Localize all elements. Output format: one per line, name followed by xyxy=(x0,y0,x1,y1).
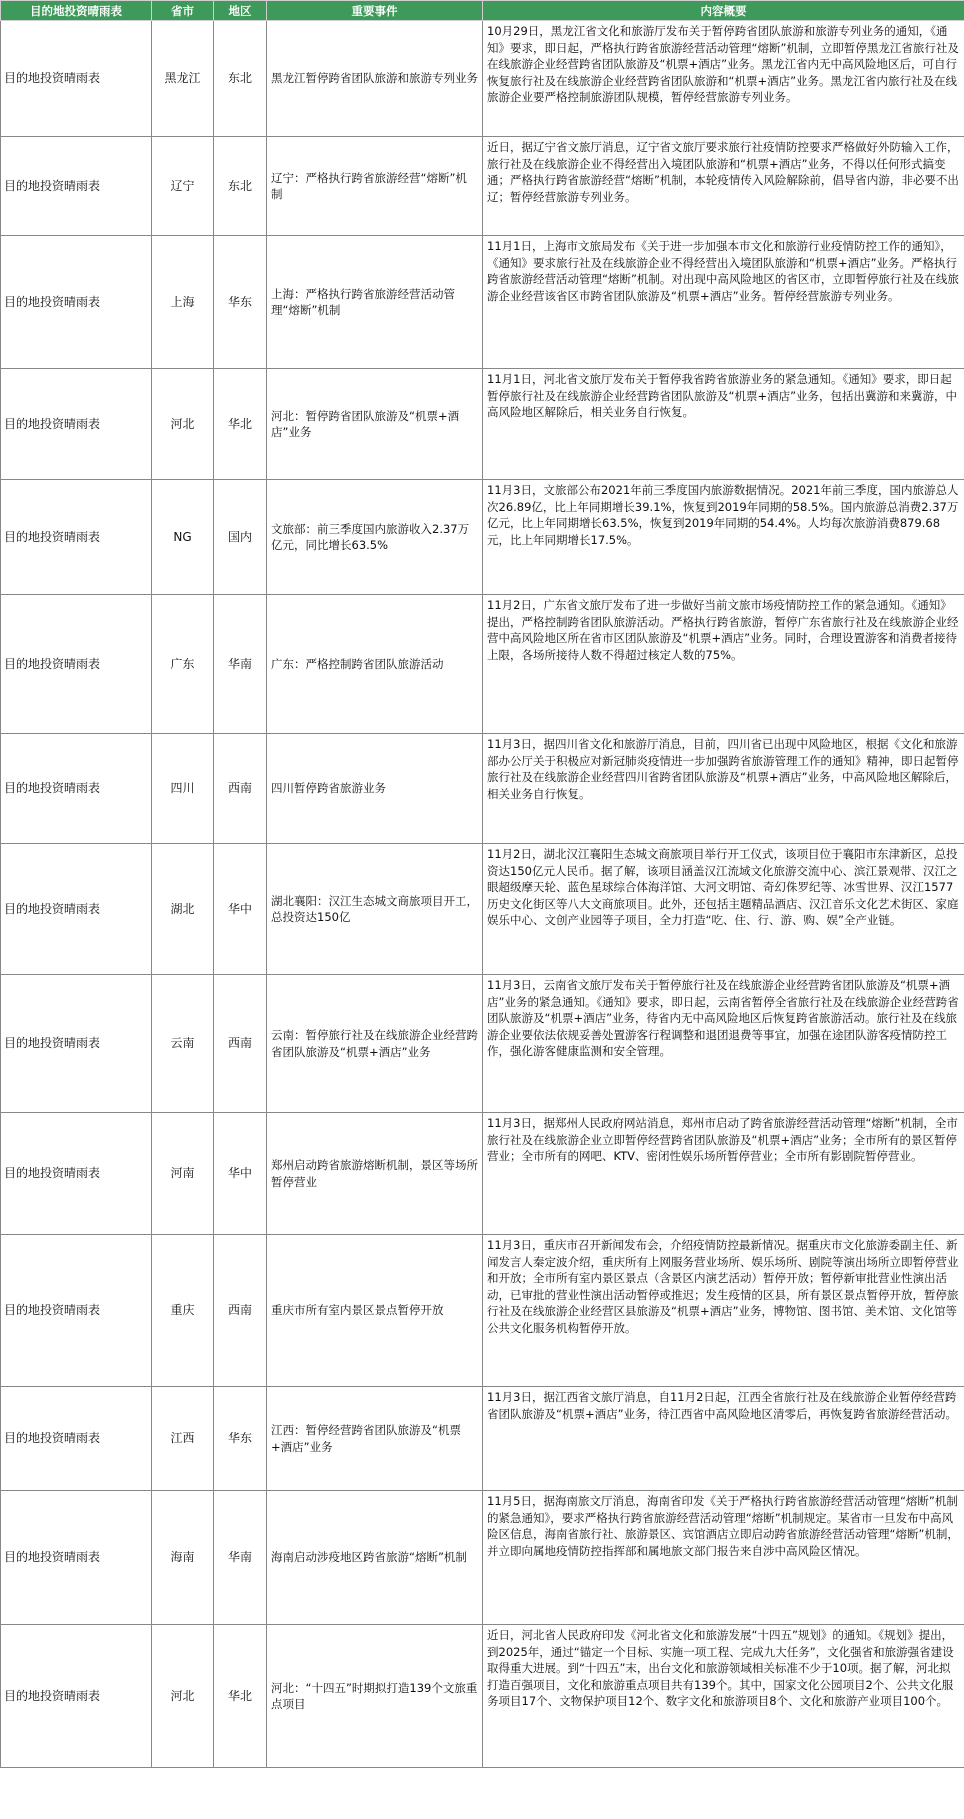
summary-cell: 11月3日，据江西省文旅厅消息，自11月2日起，江西全省旅行社及在线旅游企业暂停经营跨省团队旅游及“机票+酒店”业务，待江西省中高风险地区清零后，再恢复跨省旅游经营活动。 xyxy=(483,1387,964,1491)
table-row xyxy=(1,1387,964,1491)
table-row xyxy=(1,137,964,236)
region-cell: 华南 xyxy=(214,595,267,734)
column-header-province: 省市 xyxy=(152,1,214,21)
category-cell: 目的地投资晴雨表 xyxy=(1,369,152,480)
event-cell: 重庆市所有室内景区景点暂停开放 xyxy=(267,1235,483,1387)
event-cell: 上海：严格执行跨省旅游经营活动管理“熔断”机制 xyxy=(267,236,483,369)
event-cell: 黑龙江暂停跨省团队旅游和旅游专列业务 xyxy=(267,21,483,137)
summary-cell: 11月3日，云南省文旅厅发布关于暂停旅行社及在线旅游企业经营跨省团队旅游及“机票+酒店”业务的紧急通知。《通知》要求，即日起，云南省暂停全省旅行社及在线旅游企业经营跨省团队旅游及“机票+酒店”业务，待省内无中高风险地区后恢复跨省旅游活动。旅行社及在线旅游企业要依法依规妥善处置游客行程调整和退团退费等事宜，加强在途团队游客疫情防控工作，强化游客健康监测和安全管理。 xyxy=(483,975,964,1113)
region-cell: 华南 xyxy=(214,1491,267,1625)
province-cell: 广东 xyxy=(152,595,214,734)
summary-cell: 11月2日，湖北汉江襄阳生态城文商旅项目举行开工仪式，该项目位于襄阳市东津新区，总投资达150亿元人民币。据了解，该项目涵盖汉江流域文化旅游交流中心、滨江景观带、汉江之眼超级摩天轮、蓝色星球综合体海洋馆、大河文明馆、奇幻侏罗纪等、冰雪世界、汉江1577历史文化街区等八大文商旅项目。此外，还包括主题精品酒店、汉江音乐文化艺术街区、家庭娱乐中心、文创产业园等子项目，全力打造“吃、住、行、游、购、娱”全产业链。 xyxy=(483,844,964,975)
column-header-category: 目的地投资晴雨表 xyxy=(1,1,152,21)
category-cell: 目的地投资晴雨表 xyxy=(1,1387,152,1491)
province-cell: 上海 xyxy=(152,236,214,369)
table-row xyxy=(1,1235,964,1387)
province-cell: 云南 xyxy=(152,975,214,1113)
event-cell: 云南：暂停旅行社及在线旅游企业经营跨省团队旅游及“机票+酒店”业务 xyxy=(267,975,483,1113)
event-cell: 湖北襄阳：汉江生态城文商旅项目开工，总投资达150亿 xyxy=(267,844,483,975)
province-cell: 江西 xyxy=(152,1387,214,1491)
category-cell: 目的地投资晴雨表 xyxy=(1,595,152,734)
table-row xyxy=(1,21,964,137)
event-cell: 广东：严格控制跨省团队旅游活动 xyxy=(267,595,483,734)
region-cell: 华北 xyxy=(214,369,267,480)
region-cell: 国内 xyxy=(214,480,267,595)
summary-cell: 11月1日，上海市文旅局发布《关于进一步加强本市文化和旅游行业疫情防控工作的通知》，《通知》要求旅行社及在线旅游企业不得经营出入境团队旅游和“机票+酒店”业务。严格执行跨省旅游经营活动管理“熔断”机制。对出现中高风险地区的省区市，立即暂停旅行社及在线旅游企业经营该省区市跨省团队旅游及“机票+酒店”业务。暂停经营旅游专列业务。 xyxy=(483,236,964,369)
table-row xyxy=(1,480,964,595)
table-row xyxy=(1,369,964,480)
category-cell: 目的地投资晴雨表 xyxy=(1,236,152,369)
category-cell: 目的地投资晴雨表 xyxy=(1,975,152,1113)
category-cell: 目的地投资晴雨表 xyxy=(1,1491,152,1625)
table-row xyxy=(1,844,964,975)
summary-cell: 11月3日，文旅部公布2021年前三季度国内旅游数据情况。2021年前三季度，国内旅游总人次26.89亿，比上年同期增长39.1%，恢复到2019年同期的58.5%。国内旅游总消费2.37万亿元，比上年同期增长63.5%，恢复到2019年同期的54.4%。人均每次旅游消费879.68元，比上年同期增长17.5%。 xyxy=(483,480,964,595)
region-cell: 华中 xyxy=(214,1113,267,1235)
header-row xyxy=(1,1,964,21)
table-row xyxy=(1,734,964,844)
summary-cell: 11月3日，重庆市召开新闻发布会，介绍疫情防控最新情况。据重庆市文化旅游委副主任、新闻发言人秦定波介绍，重庆所有上网服务营业场所、娱乐场所、剧院等演出场所立即暂停营业和开放；全市所有室内景区景点（含景区内演艺活动）暂停开放；暂停新审批营业性演出活动，已审批的营业性演出活动暂停或推迟；发生疫情的区县，所有景区景点暂停开放，暂停旅行社及在线旅游企业经营区县旅游及“机票+酒店”业务，博物馆、图书馆、美术馆、文化馆等公共文化服务机构暂停开放。 xyxy=(483,1235,964,1387)
event-cell: 文旅部：前三季度国内旅游收入2.37万亿元，同比增长63.5% xyxy=(267,480,483,595)
table-row xyxy=(1,1491,964,1625)
province-cell: 重庆 xyxy=(152,1235,214,1387)
province-cell: 河北 xyxy=(152,1625,214,1768)
category-cell: 目的地投资晴雨表 xyxy=(1,137,152,236)
region-cell: 华东 xyxy=(214,236,267,369)
column-header-summary: 内容概要 xyxy=(483,1,964,21)
summary-cell: 10月29日，黑龙江省文化和旅游厅发布关于暂停跨省团队旅游和旅游专列业务的通知，《通知》要求，即日起，严格执行跨省旅游经营活动管理“熔断”机制，立即暂停黑龙江省旅行社及在线旅游企业经营跨省团队旅游及“机票+酒店”业务。黑龙江省内无中高风险地区后，可自行恢复旅行社及在线旅游企业经营跨省团队旅游和“机票+酒店”业务。黑龙江省内旅行社及在线旅游企业要严格控制旅游团队规模，暂停经营旅游专列业务。 xyxy=(483,21,964,137)
category-cell: 目的地投资晴雨表 xyxy=(1,1625,152,1768)
event-cell: 四川暂停跨省旅游业务 xyxy=(267,734,483,844)
table-row xyxy=(1,975,964,1113)
region-cell: 东北 xyxy=(214,137,267,236)
event-cell: 河北：暂停跨省团队旅游及“机票+酒店”业务 xyxy=(267,369,483,480)
table-row xyxy=(1,595,964,734)
region-cell: 华北 xyxy=(214,1625,267,1768)
province-cell: 河北 xyxy=(152,369,214,480)
province-cell: 四川 xyxy=(152,734,214,844)
province-cell: 黑龙江 xyxy=(152,21,214,137)
region-cell: 西南 xyxy=(214,1235,267,1387)
summary-cell: 11月1日，河北省文旅厅发布关于暂停我省跨省旅游业务的紧急通知。《通知》要求，即日起暂停旅行社及在线旅游企业经营跨省团队旅游及“机票+酒店”业务，包括出冀游和来冀游，中高风险地区解除后，相关业务自行恢复。 xyxy=(483,369,964,480)
region-cell: 西南 xyxy=(214,975,267,1113)
province-cell: NG xyxy=(152,480,214,595)
region-cell: 西南 xyxy=(214,734,267,844)
province-cell: 海南 xyxy=(152,1491,214,1625)
province-cell: 辽宁 xyxy=(152,137,214,236)
summary-cell: 近日，河北省人民政府印发《河北省文化和旅游发展“十四五”规划》的通知。《规划》提出，到2025年，通过“锚定一个目标、实施一项工程、完成九大任务”，文化强省和旅游强省建设取得重大进展。到“十四五”末，出台文化和旅游领域相关标准不少于10项。据了解，河北拟打造百强项目，文化和旅游重点项目共有139个。其中，国家文化公园项目2个、公共文化服务项目17个、文物保护项目12个、数字文化和旅游项目8个、文化和旅游产业项目100个。 xyxy=(483,1625,964,1768)
table-row xyxy=(1,1625,964,1768)
category-cell: 目的地投资晴雨表 xyxy=(1,734,152,844)
category-cell: 目的地投资晴雨表 xyxy=(1,480,152,595)
region-cell: 华东 xyxy=(214,1387,267,1491)
event-cell: 河北：“十四五”时期拟打造139个文旅重点项目 xyxy=(267,1625,483,1768)
category-cell: 目的地投资晴雨表 xyxy=(1,1235,152,1387)
table-row xyxy=(1,236,964,369)
summary-cell: 11月3日，据郑州人民政府网站消息，郑州市启动了跨省旅游经营活动管理“熔断”机制，全市旅行社及在线旅游企业立即暂停经营跨省团队旅游及“机票+酒店”业务；全市所有的景区暂停营业；全市所有的网吧、KTV、密闭性娱乐场所暂停营业；全市所有影剧院暂停营业。 xyxy=(483,1113,964,1235)
summary-cell: 近日，据辽宁省文旅厅消息，辽宁省文旅厅要求旅行社疫情防控要求严格做好外防输入工作，旅行社及在线旅游企业不得经营出入境团队旅游和“机票+酒店”业务，不得以任何形式搞变通；严格执行跨省旅游经营“熔断”机制，本轮疫情传入风险解除前，倡导省内游，非必要不出辽；暂停经营旅游专列业务。 xyxy=(483,137,964,236)
province-cell: 河南 xyxy=(152,1113,214,1235)
category-cell: 目的地投资晴雨表 xyxy=(1,844,152,975)
category-cell: 目的地投资晴雨表 xyxy=(1,21,152,137)
province-cell: 湖北 xyxy=(152,844,214,975)
column-header-region: 地区 xyxy=(214,1,267,21)
column-header-event: 重要事件 xyxy=(267,1,483,21)
summary-cell: 11月2日，广东省文旅厅发布了进一步做好当前文旅市场疫情防控工作的紧急通知。《通知》提出，严格控制跨省团队旅游活动。严格执行跨省旅游，暂停广东省旅行社及在线旅游企业经营中高风险地区所在省市区团队旅游及“机票+酒店”业务。同时，合理设置游客和消费者接待上限，各场所接待人数不得超过核定人数的75%。 xyxy=(483,595,964,734)
summary-cell: 11月3日，据四川省文化和旅游厅消息，目前，四川省已出现中风险地区，根据《文化和旅游部办公厅关于积极应对新冠肺炎疫情进一步加强跨省旅游管理工作的通知》精神，即日起暂停旅行社及在线旅游企业经营四川省跨省团队旅游及“机票+酒店”业务，中高风险地区解除后，相关业务自行恢复。 xyxy=(483,734,964,844)
summary-cell: 11月5日，据海南旅文厅消息，海南省印发《关于严格执行跨省旅游经营活动管理“熔断”机制的紧急通知》，要求严格执行跨省旅游经营活动管理“熔断”机制规定。某省市一旦发布中高风险区信息，海南省旅行社、旅游景区、宾馆酒店立即启动跨省旅游经营活动管理“熔断”机制，并立即向属地疫情防控指挥部和属地旅文部门报告来自涉中高风险区情况。 xyxy=(483,1491,964,1625)
event-cell: 江西：暂停经营跨省团队旅游及“机票+酒店”业务 xyxy=(267,1387,483,1491)
region-cell: 华中 xyxy=(214,844,267,975)
table-row xyxy=(1,1113,964,1235)
region-cell: 东北 xyxy=(214,21,267,137)
event-cell: 辽宁：严格执行跨省旅游经营“熔断”机制 xyxy=(267,137,483,236)
event-cell: 郑州启动跨省旅游熔断机制，景区等场所暂停营业 xyxy=(267,1113,483,1235)
category-cell: 目的地投资晴雨表 xyxy=(1,1113,152,1235)
event-cell: 海南启动涉疫地区跨省旅游“熔断”机制 xyxy=(267,1491,483,1625)
